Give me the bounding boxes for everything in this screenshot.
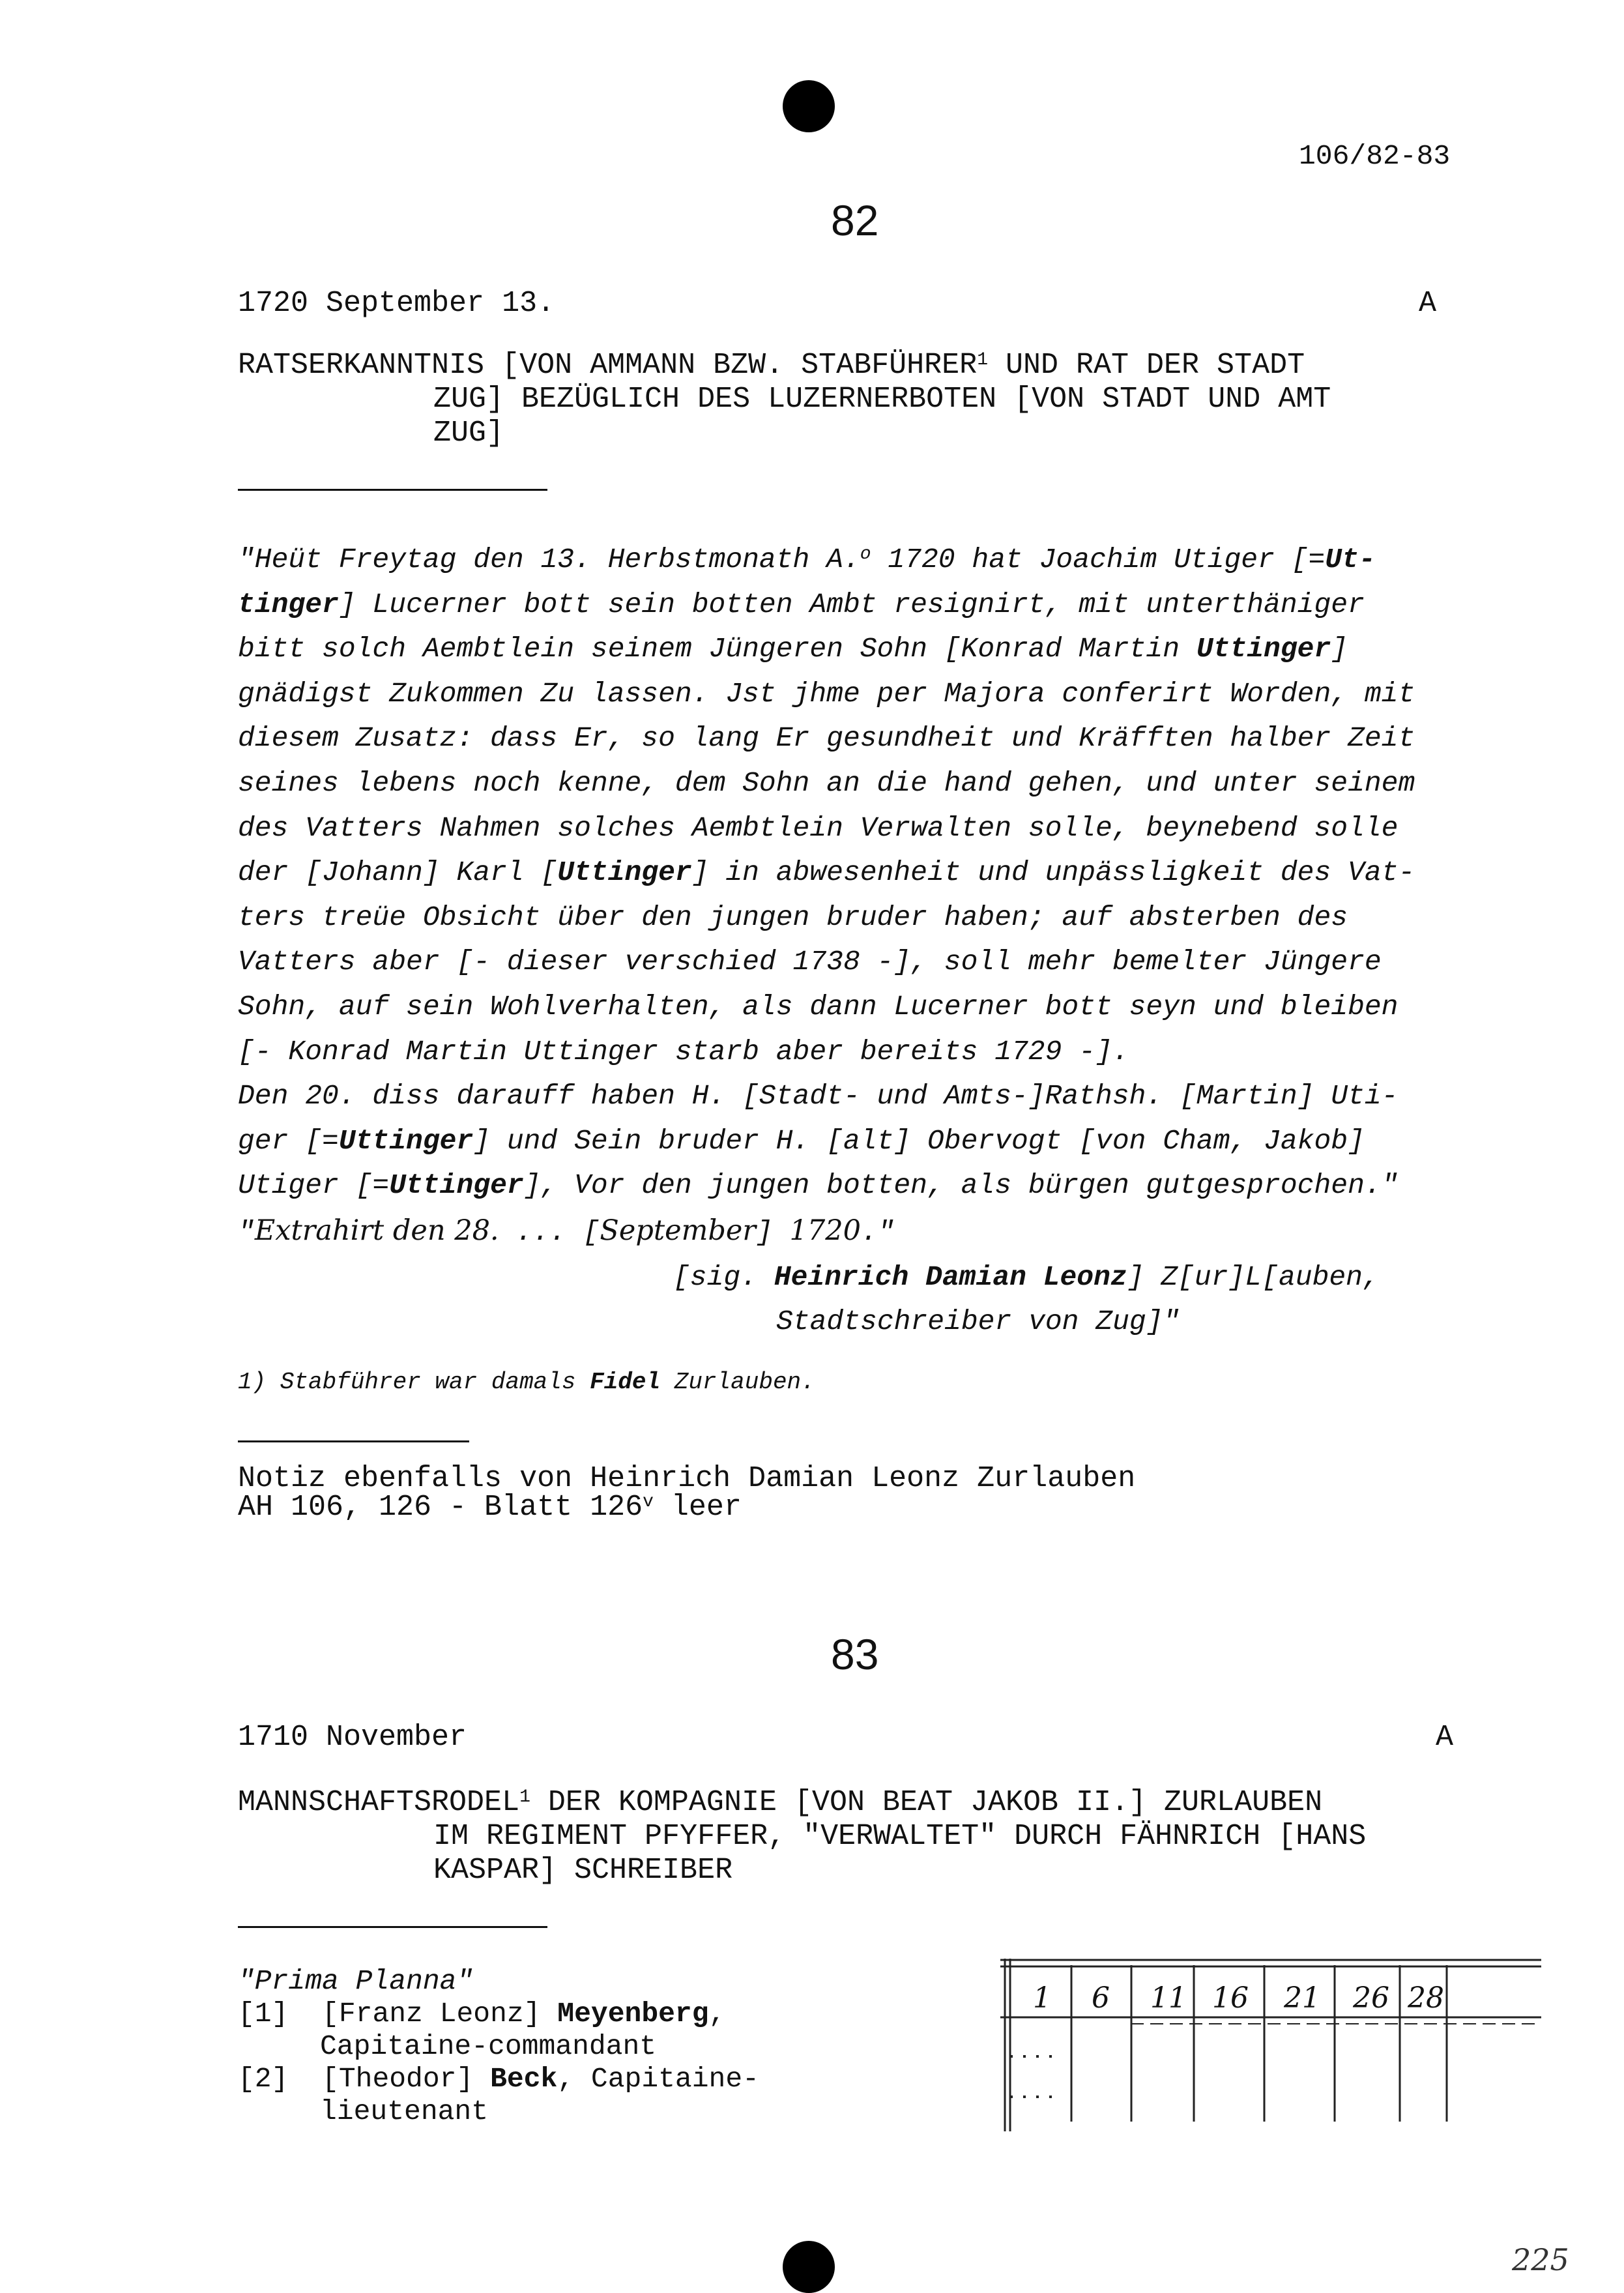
archive-reference: 106/82-83 <box>1299 140 1451 172</box>
doc82-title-line1b: UND RAT DER STADT <box>988 349 1305 382</box>
doc83-title-line1b: DER KOMPAGNIE [VON BEAT JAKOB II.] ZURLAUBEN <box>530 1786 1323 1819</box>
roster-heading: "Prima Planna" <box>238 1965 474 1997</box>
quote-line: Utiger [=Uttinger], Vor den jungen botten, als bürgen gutgesprochen." <box>238 1169 1399 1202</box>
table-col-label: 11 <box>1150 1981 1187 2015</box>
doc83-title-line1a: MANNSCHAFTSRODEL <box>238 1786 520 1819</box>
doc83-title-divider <box>238 1926 547 1928</box>
quote-line: ger [=Uttinger] und Sein bruder H. [alt] Obervogt [von Cham, Jakob] <box>238 1124 1365 1157</box>
roster-item-1: [1] [Franz Leonz] Meyenberg, <box>238 1998 726 2030</box>
table-col-label: 16 <box>1212 1981 1249 2015</box>
roster-item-2: [2] [Theodor] Beck, Capitaine- <box>238 2063 759 2095</box>
table-col-label: 28 <box>1408 1981 1444 2015</box>
doc82-mark: A <box>1419 287 1437 320</box>
archive-stamp: 225 <box>1512 2242 1569 2277</box>
doc83-title-line2: IM REGIMENT PFYFFER, "VERWALTET" DURCH FÄHNRICH [HANS <box>433 1820 1367 1853</box>
punch-hole-top <box>783 80 835 132</box>
doc82-title-line1a: RATSERKANNTNIS [VON AMMANN BZW. STABFÜHRER <box>238 349 978 382</box>
doc82-title <box>238 349 1331 450</box>
doc82-title-line3: ZUG] <box>433 416 504 450</box>
doc82-date: 1720 September 13. <box>238 287 555 320</box>
doc82-footnote: 1) Stabführer war damals Fidel Zurlauben. <box>238 1369 815 1395</box>
quote-line: tinger] Lucerner bott sein botten Ambt resignirt, mit unterthäniger <box>238 588 1365 621</box>
quote-line-handwritten: "Extrahirt den 28. ... [September] 1720." <box>238 1214 895 1248</box>
doc83-title <box>238 1786 1366 1888</box>
table-col-label: 6 <box>1092 1981 1110 2015</box>
quote-line: der [Johann] Karl [Uttinger] in abwesenheit und unpässligkeit des Vat- <box>238 856 1415 889</box>
doc82-quote <box>238 538 1415 1345</box>
table-col-label: 21 <box>1284 1981 1320 2015</box>
roster-item-1-role: Capitaine-commandant <box>320 2030 657 2062</box>
signature-line: [sig. Heinrich Damian Leonz] Z[ur]L[auben, <box>673 1261 1380 1293</box>
quote-line: diesem Zusatz: dass Er, so lang Er gesundheit und Kräfften halber Zeit <box>238 722 1415 755</box>
doc82-title-footnote-mark: 1 <box>977 350 988 370</box>
punch-hole-bottom <box>783 2241 835 2293</box>
doc82-title-divider <box>238 489 547 491</box>
document-number-82: 82 <box>831 196 879 244</box>
quote-line: seines lebens noch kenne, dem Sohn an die hand gehen, und unter seinem <box>238 767 1415 799</box>
quote-line: [- Konrad Martin Uttinger starb aber bereits 1729 -]. <box>238 1035 1129 1068</box>
doc82-note-line2: AH 106, 126 - Blatt 126$^v$ leer <box>238 1491 742 1524</box>
doc82-note-line1: Notiz ebenfalls von Heinrich Damian Leonz Zurlauben <box>238 1462 1136 1495</box>
quote-line: Den 20. diss darauff haben H. [Stadt- und Amts-]Rathsh. [Martin] Uti- <box>238 1080 1399 1113</box>
doc83-date: 1710 November <box>238 1721 467 1754</box>
signature-line: Stadtschreiber von Zug]" <box>776 1306 1180 1338</box>
doc82-title-line2: ZUG] BEZÜGLICH DES LUZERNERBOTEN [VON STADT UND AMT <box>433 383 1331 416</box>
quote-line: "Heüt Freytag den 13. Herbstmonath A.$^o$ 1720 hat Joachim Utiger [=Ut- <box>238 544 1376 576</box>
quote-line: ters treüe Obsicht über den jungen bruder haben; auf absterben des <box>238 901 1348 933</box>
doc82-note-divider <box>238 1440 469 1442</box>
quote-line: Vatters aber [- dieser verschied 1738 -], soll mehr bemelter Jüngere <box>238 946 1382 978</box>
roster-item-2-role: lieutenant <box>320 2096 489 2127</box>
doc83-title-footnote-mark: 1 <box>519 1787 530 1807</box>
doc83-title-line3: KASPAR] SCHREIBER <box>433 1854 733 1887</box>
quote-line: bitt solch Aembtlein seinem Jüngeren Sohn [Konrad Martin Uttinger] <box>238 633 1348 665</box>
table-col-label: 1 <box>1033 1981 1051 2015</box>
quote-line: Sohn, auf sein Wohlverhalten, als dann Lucerner bott seyn und bleiben <box>238 990 1399 1023</box>
quote-line: des Vatters Nahmen solches Aembtlein Verwalten solle, beynebend solle <box>238 811 1399 844</box>
doc83-roster <box>238 1965 759 2128</box>
doc82-note <box>238 1462 1136 1524</box>
quote-line: gnädigst Zukommen Zu lassen. Jst jhme per Majora conferirt Worden, mit <box>238 677 1415 710</box>
handwritten-table <box>991 1946 1544 2135</box>
doc83-mark: A <box>1436 1721 1454 1754</box>
document-number-83: 83 <box>831 1630 879 1678</box>
table-col-label: 26 <box>1353 1981 1389 2015</box>
